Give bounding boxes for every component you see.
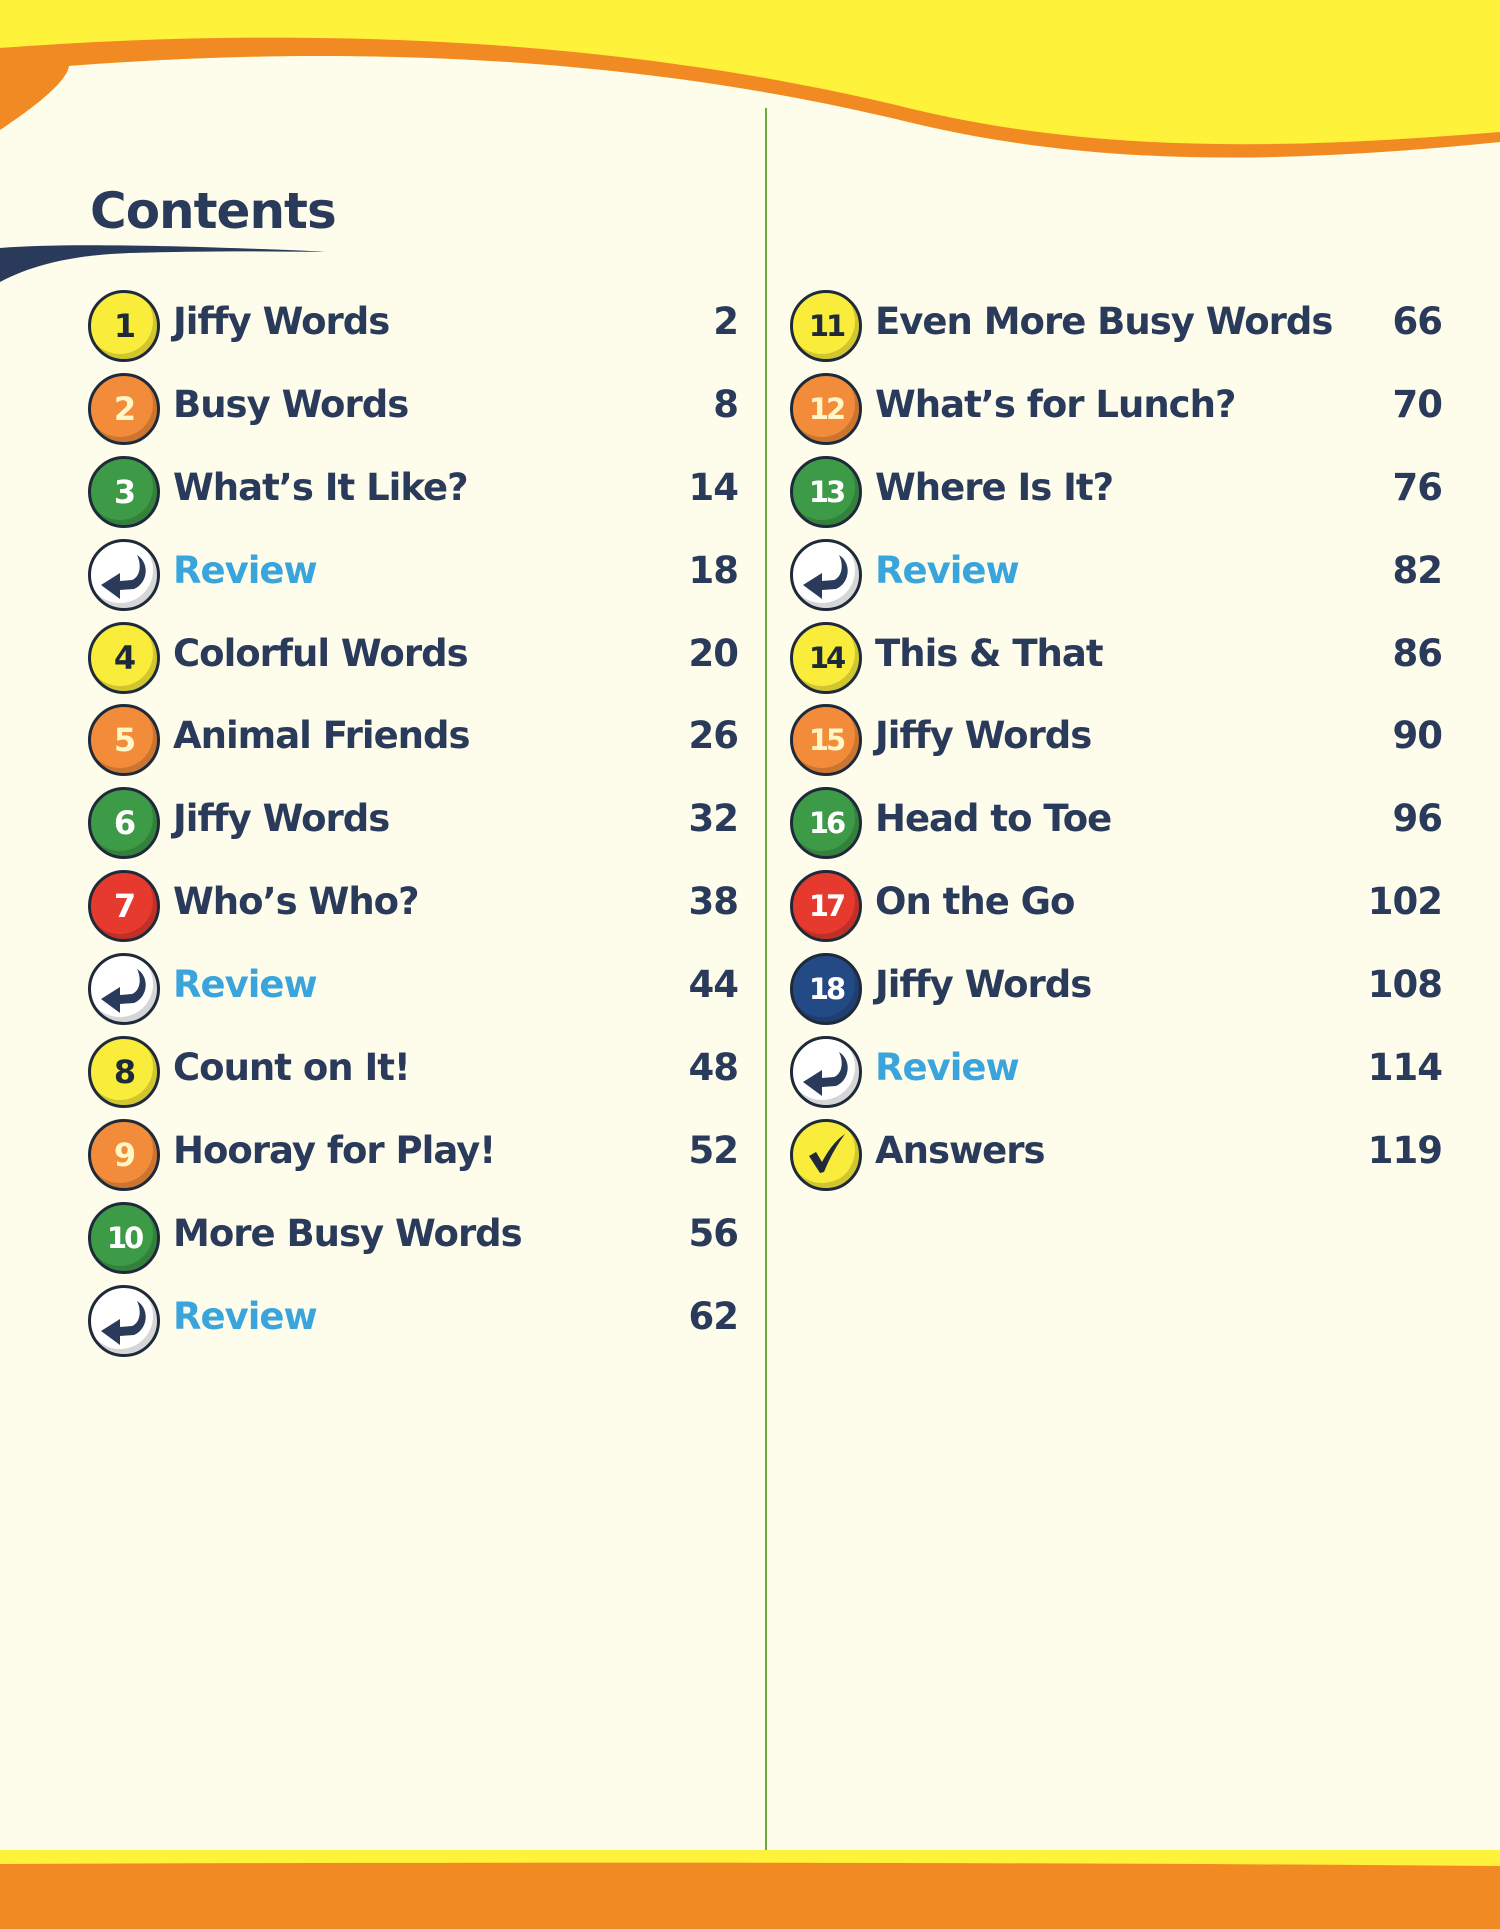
lesson-number: 6 [113, 804, 135, 843]
lesson-number: 9 [113, 1135, 135, 1174]
contents-entry[interactable] [88, 785, 738, 868]
page-number: 119 [1367, 1128, 1442, 1172]
entry-title: Hooray for Play! [173, 1128, 496, 1172]
entry-title: On the Go [875, 880, 1075, 924]
contents-entry[interactable] [790, 785, 1442, 868]
entry-title: Busy Words [173, 382, 409, 426]
entry-title: Where Is It? [875, 465, 1114, 509]
contents-right-column [790, 288, 1442, 1200]
lesson-number-badge [88, 870, 160, 942]
contents-entry[interactable] [790, 702, 1442, 785]
lesson-number: 14 [808, 640, 844, 675]
entry-title: Jiffy Words [875, 963, 1092, 1007]
contents-review-entry[interactable] [790, 1034, 1442, 1117]
page-number: 14 [688, 465, 738, 509]
contents-review-entry[interactable] [790, 537, 1442, 620]
page-number: 8 [713, 382, 738, 426]
entry-title: Review [173, 548, 317, 592]
page-number: 2 [713, 300, 738, 343]
contents-entry[interactable] [88, 1200, 738, 1283]
review-arrow-icon [790, 1036, 862, 1108]
contents-review-entry[interactable] [88, 1283, 738, 1366]
lesson-number: 12 [808, 391, 844, 426]
entry-title: Head to Toe [875, 797, 1112, 841]
page-number: 76 [1392, 465, 1442, 509]
lesson-number: 15 [808, 723, 844, 758]
page-number: 62 [688, 1294, 738, 1338]
page-number: 52 [688, 1128, 738, 1172]
contents-entry[interactable] [88, 868, 738, 951]
lesson-number-badge [790, 953, 862, 1025]
lesson-number: 8 [113, 1053, 135, 1092]
lesson-number: 7 [113, 887, 135, 926]
page-number: 82 [1392, 548, 1442, 592]
contents-entry[interactable] [88, 454, 738, 537]
entry-title: Jiffy Words [875, 714, 1092, 758]
lesson-number: 18 [808, 972, 844, 1007]
lesson-number-badge [88, 622, 160, 694]
page-number: 86 [1392, 631, 1442, 675]
lesson-number: 3 [113, 472, 135, 511]
entry-title: Jiffy Words [173, 300, 390, 343]
lesson-number-badge [88, 373, 160, 445]
lesson-number: 17 [808, 889, 844, 924]
contents-entry[interactable] [790, 868, 1442, 951]
page-number: 102 [1367, 880, 1442, 924]
lesson-number: 4 [113, 638, 135, 677]
lesson-number-badge [790, 456, 862, 528]
page-number: 32 [688, 797, 738, 841]
lesson-number-badge [88, 290, 160, 362]
lesson-number-badge [88, 704, 160, 776]
contents-entry[interactable] [790, 620, 1442, 703]
lesson-number: 1 [113, 307, 135, 345]
entry-title: Count on It! [173, 1046, 410, 1090]
lesson-number-badge [88, 1202, 160, 1274]
lesson-number-badge [88, 787, 160, 859]
lesson-number-badge [88, 1119, 160, 1191]
entry-title: Answers [875, 1128, 1045, 1172]
page-number: 44 [688, 963, 738, 1007]
contents-review-entry[interactable] [88, 537, 738, 620]
contents-entry[interactable] [88, 702, 738, 785]
entry-title: Review [173, 1294, 317, 1338]
contents-entry[interactable] [790, 288, 1442, 371]
entry-title: Jiffy Words [173, 797, 390, 841]
lesson-number: 5 [113, 721, 135, 760]
contents-review-entry[interactable] [88, 951, 738, 1034]
entry-title: Colorful Words [173, 631, 468, 675]
page-number: 48 [688, 1046, 738, 1090]
lesson-number: 2 [113, 389, 135, 428]
entry-title: Review [875, 548, 1019, 592]
page-number: 56 [688, 1211, 738, 1255]
lesson-number: 13 [808, 474, 844, 509]
page-number: 18 [688, 548, 738, 592]
contents-left-column [88, 288, 738, 1366]
contents-entry[interactable] [790, 951, 1442, 1034]
entry-title: Even More Busy Words [875, 300, 1333, 343]
review-arrow-icon [88, 953, 160, 1025]
lesson-number-badge [790, 290, 862, 362]
column-divider [765, 108, 767, 1850]
contents-entry[interactable] [88, 371, 738, 454]
review-arrow-icon [88, 1285, 160, 1357]
contents-entry[interactable] [790, 371, 1442, 454]
contents-answers-entry[interactable] [790, 1117, 1442, 1200]
lesson-number: 11 [808, 309, 844, 343]
contents-entry[interactable] [88, 1034, 738, 1117]
page-number: 26 [688, 714, 738, 758]
page-number: 38 [688, 880, 738, 924]
lesson-number-badge [790, 704, 862, 776]
entry-title: Review [173, 963, 317, 1007]
lesson-number-badge [790, 870, 862, 942]
review-arrow-icon [790, 539, 862, 611]
lesson-number-badge [790, 787, 862, 859]
lesson-number-badge [88, 456, 160, 528]
entry-title: Who’s Who? [173, 880, 419, 924]
entry-title: What’s for Lunch? [875, 382, 1236, 426]
page-number: 66 [1392, 300, 1442, 343]
page-number: 114 [1367, 1046, 1442, 1090]
page-number: 20 [688, 631, 738, 675]
entry-title: Review [875, 1046, 1019, 1090]
contents-entry[interactable] [88, 288, 738, 371]
entry-title: Animal Friends [173, 714, 470, 758]
contents-entry[interactable] [790, 454, 1442, 537]
answers-check-icon [790, 1119, 862, 1191]
page-number: 70 [1392, 382, 1442, 426]
lesson-number-badge [790, 373, 862, 445]
review-arrow-icon [88, 539, 160, 611]
lesson-number: 16 [808, 806, 844, 841]
lesson-number-badge [790, 622, 862, 694]
lesson-number: 10 [106, 1220, 142, 1255]
page-number: 108 [1367, 963, 1442, 1007]
entry-title: More Busy Words [173, 1211, 522, 1255]
page-number: 90 [1392, 714, 1442, 758]
contents-entry[interactable] [88, 1117, 738, 1200]
lesson-number-badge [88, 1036, 160, 1108]
page-number: 96 [1392, 797, 1442, 841]
entry-title: This & That [875, 631, 1103, 675]
entry-title: What’s It Like? [173, 465, 468, 509]
contents-heading: Contents [90, 182, 336, 240]
contents-entry[interactable] [88, 620, 738, 703]
